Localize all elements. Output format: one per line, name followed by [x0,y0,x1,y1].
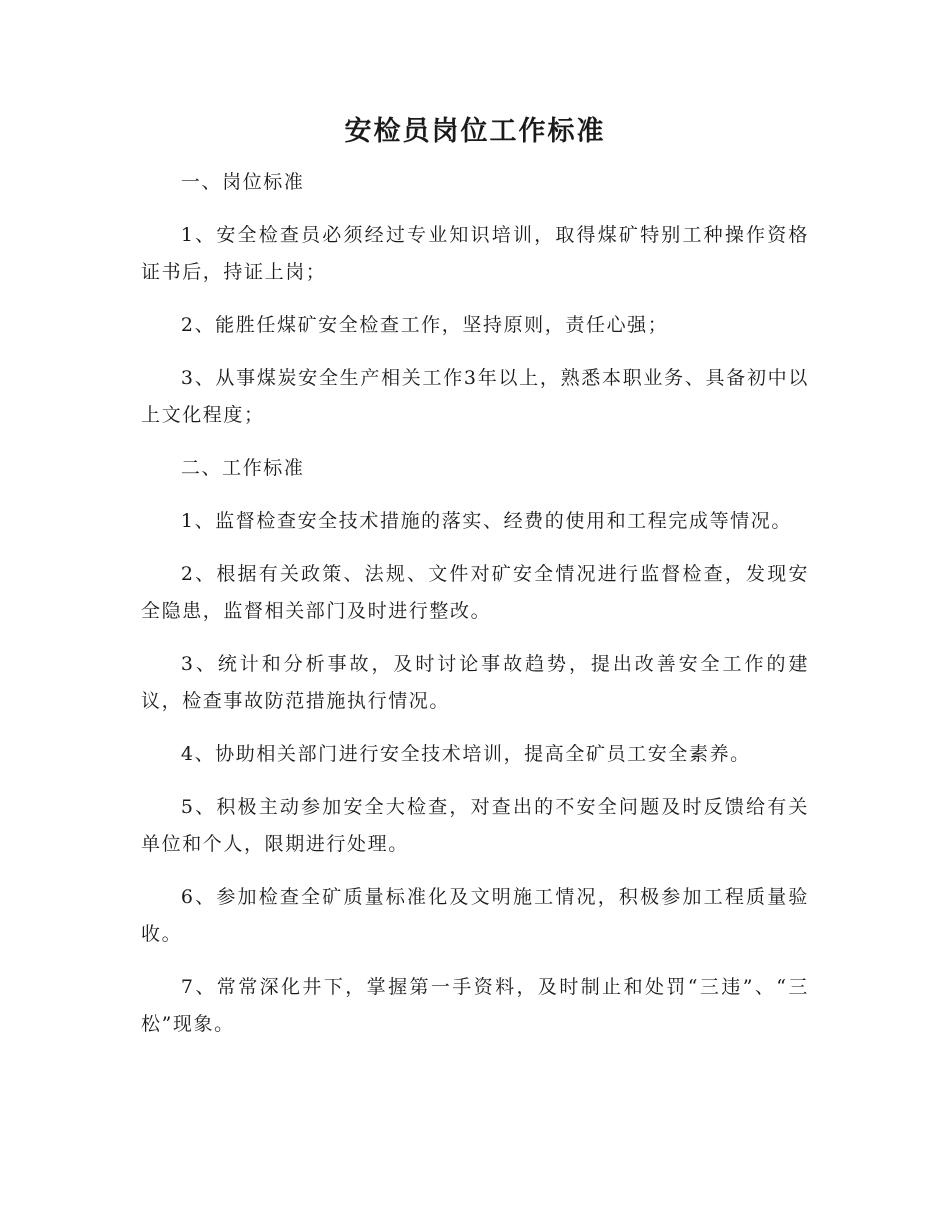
work-standard-item-4: 4、协助相关部门进行安全技术培训，提高全矿员工安全素养。 [180,743,751,765]
document-body [141,164,809,1043]
job-standard-item-3: 3、从事煤炭安全生产相关工作3年以上，熟悉本职业务、具备初中以上文化程度； [141,367,809,426]
section-heading-job-standard: 一、岗位标准 [180,171,305,193]
work-standard-item-5: 5、积极主动参加安全大检查，对查出的不安全问题及时反馈给有关单位和个人，限期进行处理。 [141,796,809,855]
work-standard-item-1: 1、监督检查安全技术措施的落实、经费的使用和工程完成等情况。 [180,510,792,532]
page-title: 安检员岗位工作标准 [344,116,606,147]
work-standard-item-3: 3、统计和分析事故，及时讨论事故趋势，提出改善安全工作的建议，检查事故防范措施执行情况。 [141,653,809,712]
section-heading-work-standard: 二、工作标准 [180,457,305,479]
work-standard-item-7: 7、常常深化井下，掌握第一手资料，及时制止和处罚“三违”、“三松”现象。 [141,976,809,1035]
job-standard-item-2: 2、能胜任煤矿安全检查工作，坚持原则，责任心强； [180,314,669,336]
job-standard-item-1: 1、安全检查员必须经过专业知识培训，取得煤矿特别工种操作资格证书后，持证上岗； [141,224,809,283]
work-standard-item-2: 2、根据有关政策、法规、文件对矿安全情况进行监督检查，发现安全隐患，监督相关部门及时进行整改。 [141,563,809,622]
work-standard-item-6: 6、参加检查全矿质量标准化及文明施工情况，积极参加工程质量验收。 [141,886,809,945]
